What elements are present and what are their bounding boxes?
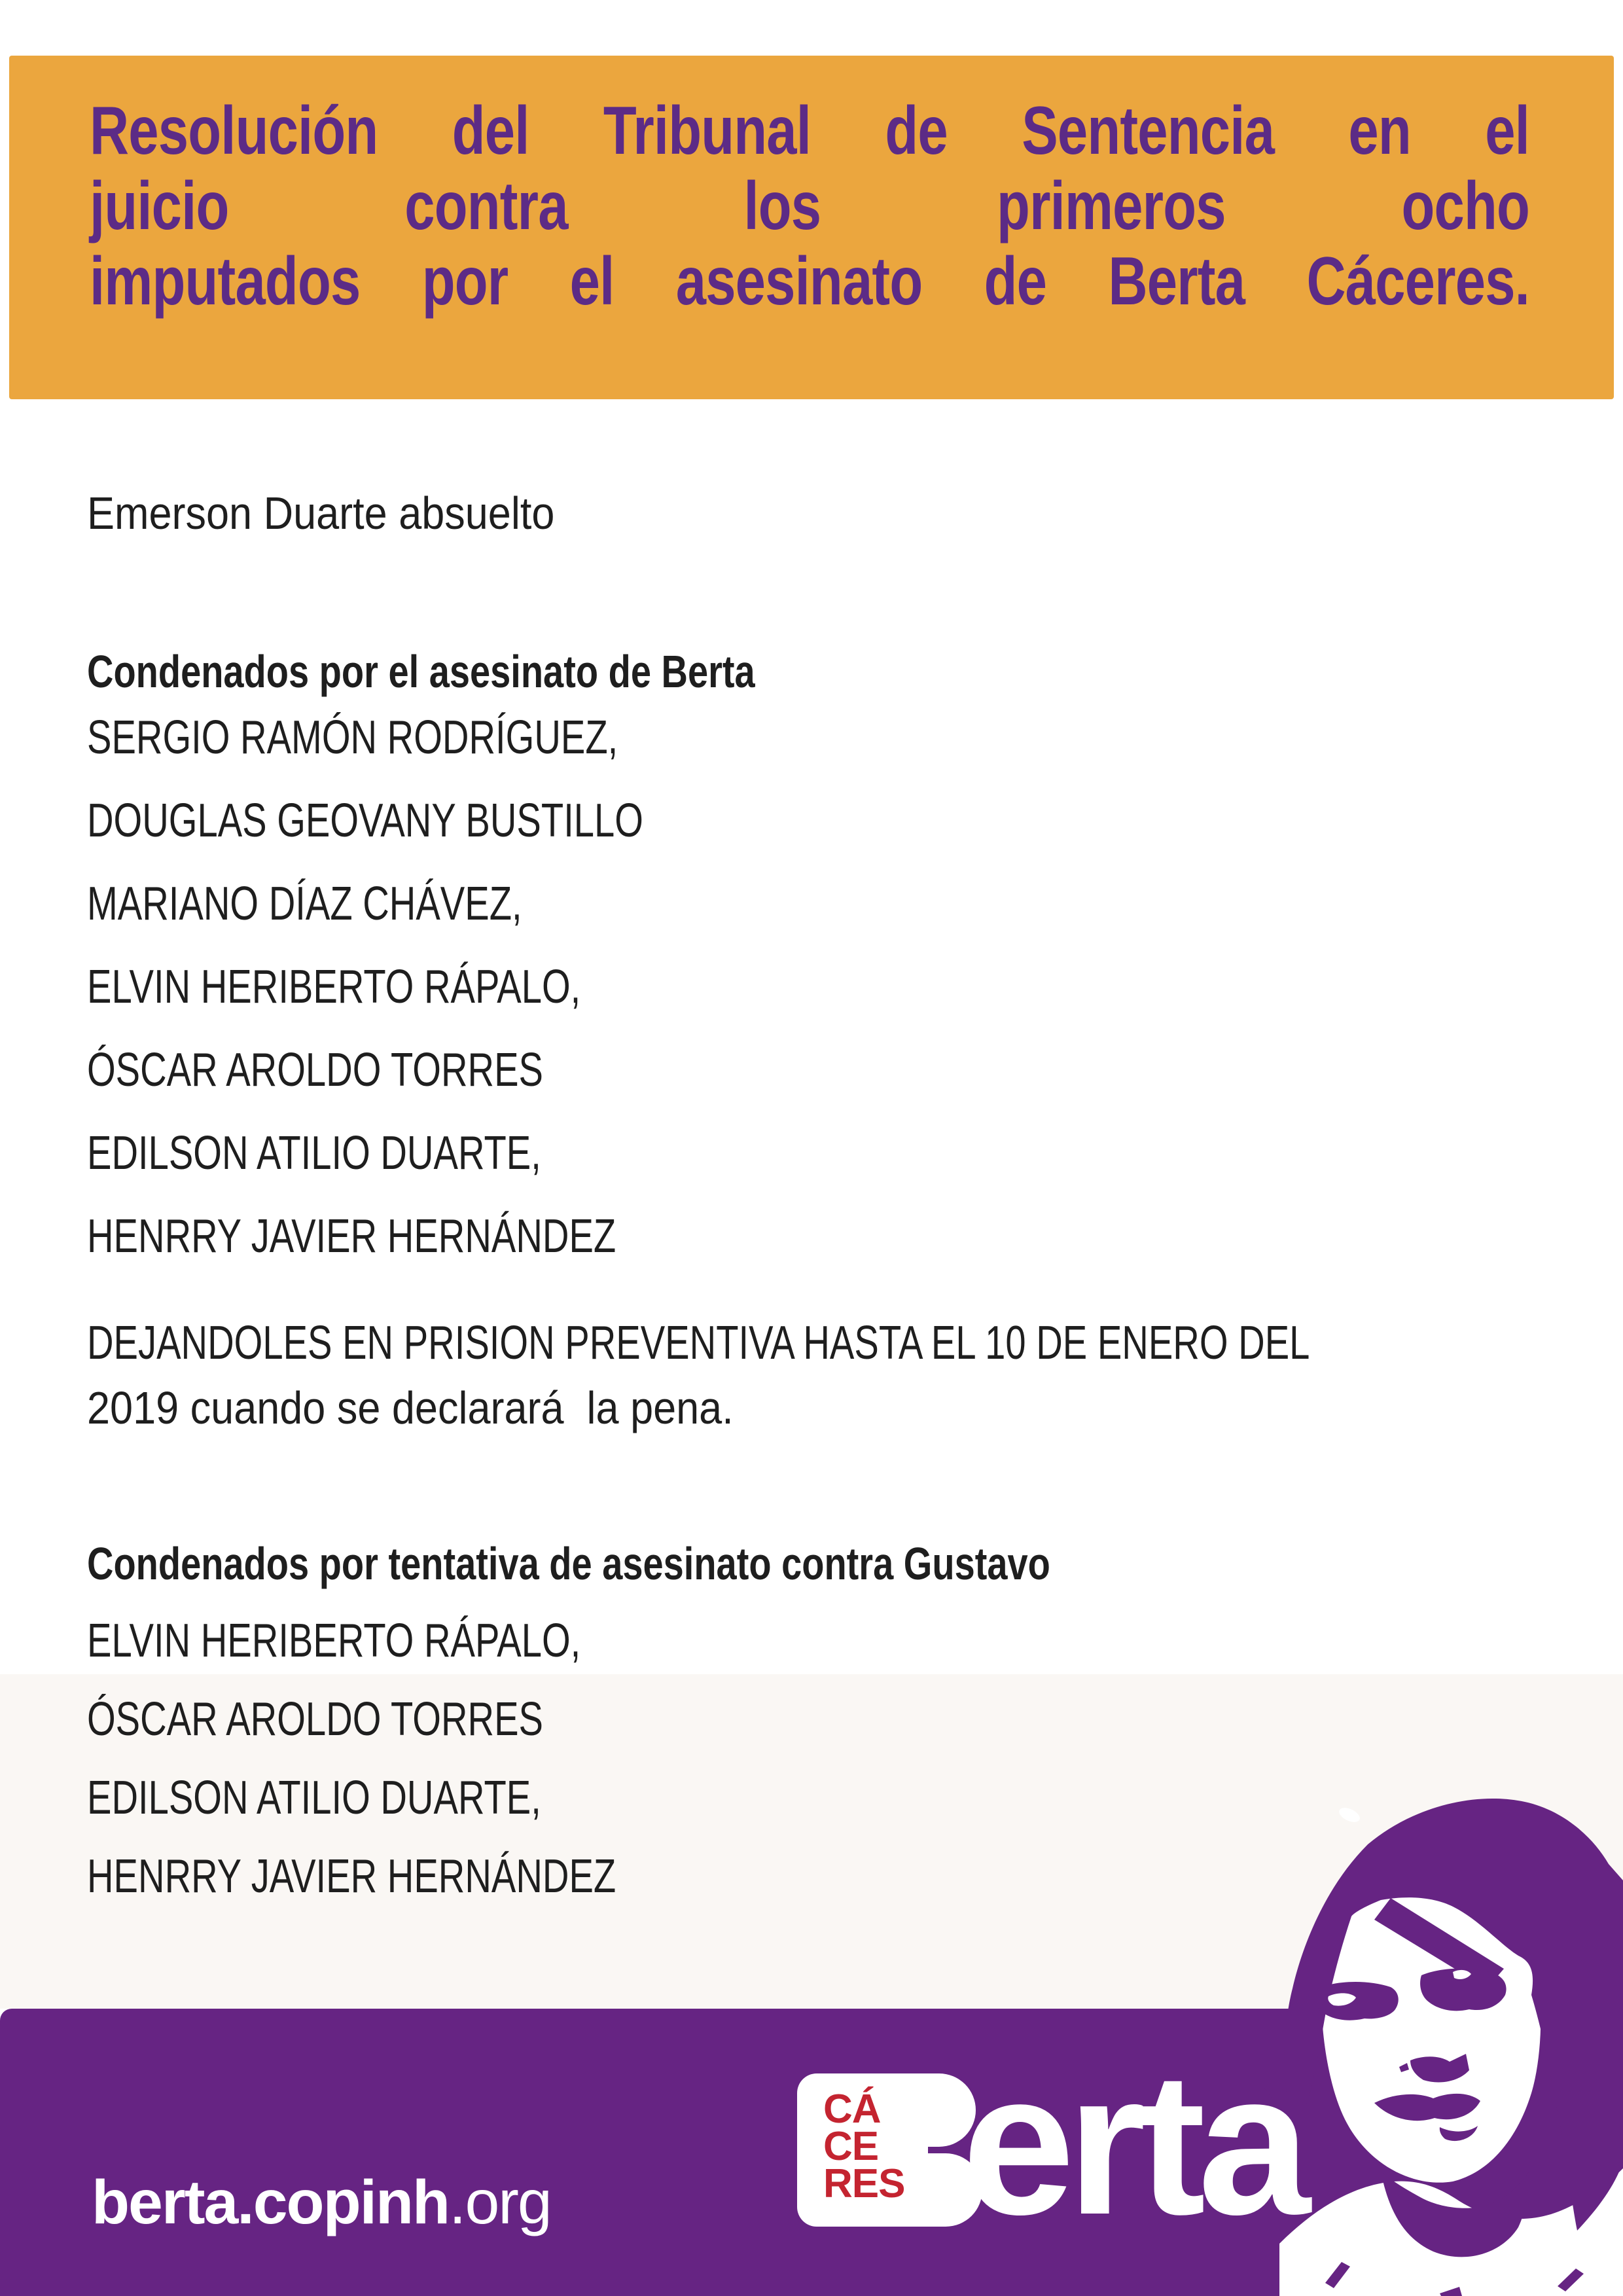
logo-caceres-text [823,2087,905,2206]
acquitted-text: Emerson Duarte absuelto [87,488,555,539]
logo-berta-tail: erta [962,2030,1303,2257]
caceres-line: CÁ [823,2087,881,2132]
convicted-name: ÓSCAR AROLDO TORRES [87,1044,543,1096]
convicted-name: SERGIO RAMÓN RODRÍGUEZ, [87,711,618,764]
convicted-name: ELVIN HERIBERTO RÁPALO, [87,961,581,1013]
caceres-line: CE [823,2124,879,2169]
convicted-name: ELVIN HERIBERTO RÁPALO, [87,1615,581,1667]
site-url-tld: .org [449,2168,551,2237]
title-banner [9,56,1614,399]
left-eye-shape [1315,1982,1398,2020]
section-heading-murder: Condenados por el asesinato de Berta [87,646,755,697]
site-url [92,2168,551,2237]
title-line-2: juicio contra los primeros ocho [90,168,1529,244]
convicted-name: HENRRY JAVIER HERNÁNDEZ [87,1210,616,1263]
caceres-line: RES [823,2161,905,2206]
title-line-3: imputados por el asesinato de Berta Cáceres. [90,243,1529,319]
detention-note-line: 2019 cuando se declarará la pena. [87,1382,734,1433]
convicted-name: ÓSCAR AROLDO TORRES [87,1693,543,1746]
hair-highlight [1337,1805,1362,1825]
convicted-name: DOUGLAS GEOVANY BUSTILLO [87,795,643,847]
site-url-domain: berta.copinh [92,2168,450,2237]
convicted-name: HENRRY JAVIER HERNÁNDEZ [87,1850,616,1903]
berta-caceres-portrait-icon [1243,1779,1623,2296]
convicted-name: EDILSON ATILIO DUARTE, [87,1772,541,1824]
section-heading-attempt: Condenados por tentativa de asesinato contra Gustavo [87,1538,1050,1589]
convicted-name: MARIANO DÍAZ CHÁVEZ, [87,878,522,930]
convicted-name: EDILSON ATILIO DUARTE, [87,1127,541,1179]
title-line-1: Resolución del Tribunal de Sentencia en el [90,93,1529,169]
detention-note-line: DEJANDOLES EN PRISION PREVENTIVA HASTA EL 10 DE ENERO DEL [87,1317,1310,1369]
page-title [90,94,1529,319]
